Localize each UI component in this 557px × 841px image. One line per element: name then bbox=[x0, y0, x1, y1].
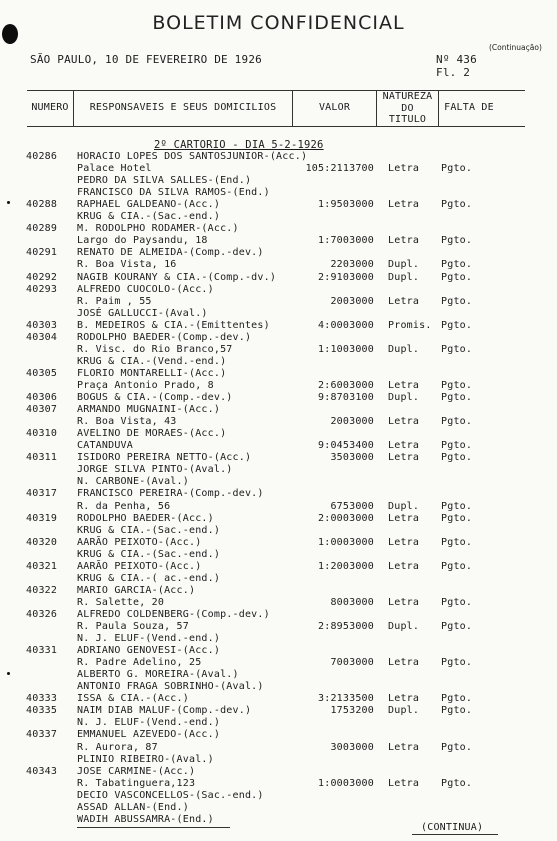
table-row bbox=[0, 645, 557, 657]
table-row bbox=[0, 332, 557, 344]
entry-number: 40293 bbox=[26, 283, 58, 295]
table-row bbox=[0, 729, 557, 741]
entry-responsible: RENATO DE ALMEIDA-(Comp.-dev.) bbox=[77, 247, 264, 259]
entry-nature: Letra bbox=[388, 199, 420, 211]
table-row bbox=[0, 211, 557, 223]
last-entry-underline bbox=[77, 827, 230, 828]
table-row bbox=[0, 368, 557, 380]
entry-value: 8003000 bbox=[330, 596, 374, 608]
entry-value: 2:8953000 bbox=[318, 621, 374, 632]
entry-value: 2:9103000 bbox=[318, 271, 374, 283]
entry-responsible: ALFREDO COLDENBERG-(Comp.-dev.) bbox=[77, 608, 270, 620]
entry-responsible: M. RODOLPHO RODAMER-(Acc.) bbox=[77, 223, 239, 235]
entry-value: 1753200 bbox=[330, 705, 374, 717]
entry-value: 9:8703100 bbox=[318, 392, 374, 403]
entry-value: 1:9503000 bbox=[318, 199, 374, 211]
table-row bbox=[0, 223, 557, 235]
entry-value: 3:2133500 bbox=[318, 693, 374, 705]
table-row bbox=[0, 742, 557, 754]
entry-value: 105:2113700 bbox=[305, 163, 374, 175]
entry-default: Pgto. bbox=[441, 235, 473, 247]
entry-default: Pgto. bbox=[441, 705, 473, 717]
entry-default: Pgto. bbox=[441, 777, 473, 789]
entry-number: 40331 bbox=[26, 645, 58, 656]
entry-number: 40286 bbox=[26, 151, 58, 162]
entry-number: 40337 bbox=[26, 729, 58, 741]
entry-nature: Dupl. bbox=[388, 705, 420, 717]
entry-responsible: ALFREDO CUOCOLO-(Acc.) bbox=[77, 283, 214, 295]
table-row bbox=[0, 452, 557, 464]
continua-rule bbox=[412, 834, 498, 835]
table-row bbox=[0, 151, 557, 163]
table-row bbox=[0, 597, 557, 609]
entry-nature: Dupl. bbox=[388, 392, 420, 403]
section-title: 2º CARTORIO - DIA 5-2-1926 bbox=[154, 139, 324, 151]
table-row bbox=[0, 163, 557, 175]
entry-responsible: RODOLPHO BAEDER-(Acc.) bbox=[77, 512, 214, 524]
entry-value: 2:0003000 bbox=[318, 512, 374, 524]
entry-responsible: ALBERTO G. MOREIRA-(Aval.) bbox=[77, 669, 239, 681]
entry-responsible: N. CARBONE-(Aval.) bbox=[77, 476, 189, 488]
column-header-responsaveis: RESPONSAVEIS E SEUS DOMICILIOS bbox=[89, 102, 277, 113]
entry-default: Pgto. bbox=[441, 295, 473, 307]
margin-dot bbox=[7, 672, 10, 675]
entry-default: Pgto. bbox=[441, 512, 473, 524]
table-row bbox=[0, 766, 557, 778]
entry-value: 4:0003000 bbox=[318, 319, 374, 331]
column-header-numero: NUMERO bbox=[31, 102, 69, 113]
entry-default: Pgto. bbox=[441, 416, 473, 428]
table-row bbox=[0, 308, 557, 320]
column-header-natureza-3: TITULO bbox=[388, 114, 427, 125]
entry-number: 40319 bbox=[26, 512, 58, 524]
entry-default: Pgto. bbox=[441, 163, 473, 175]
entry-responsible: ISSA & CIA.-(Acc.) bbox=[77, 693, 189, 705]
entry-default: Pgto. bbox=[441, 500, 473, 512]
header-bottom-rule bbox=[27, 126, 525, 127]
table-row bbox=[0, 525, 557, 537]
entry-default: Pgto. bbox=[441, 343, 473, 355]
entry-value: 1:2003000 bbox=[318, 560, 374, 572]
table-row bbox=[0, 585, 557, 597]
entry-responsible: Praça Antonio Prado, 8 bbox=[77, 380, 214, 391]
entry-responsible: JOSÉ GALLUCCI-(Aval.) bbox=[77, 307, 208, 319]
entry-number: 40320 bbox=[26, 536, 58, 548]
entry-nature: Promis. bbox=[388, 319, 432, 331]
column-header-falta: FALTA DE bbox=[444, 102, 494, 113]
entry-number: 40343 bbox=[26, 765, 58, 777]
entry-number: 40310 bbox=[26, 428, 58, 440]
entry-nature: Letra bbox=[388, 295, 420, 307]
entry-number: 40333 bbox=[26, 693, 58, 705]
continuation-note: (Continuação) bbox=[489, 43, 542, 52]
entry-nature: Letra bbox=[388, 596, 420, 608]
entry-default: Pgto. bbox=[441, 693, 473, 705]
table-row bbox=[0, 717, 557, 729]
entry-responsible: ASSAD ALLAN-(End.) bbox=[77, 801, 189, 813]
table-row bbox=[0, 790, 557, 802]
entry-default: Pgto. bbox=[441, 560, 473, 572]
entry-value: 1:7003000 bbox=[318, 235, 374, 247]
header-top-rule bbox=[27, 90, 525, 91]
table-row bbox=[0, 669, 557, 681]
column-header-valor: VALOR bbox=[318, 102, 351, 113]
entry-number: 40335 bbox=[26, 705, 58, 717]
entry-responsible: PLINIO RIBEIRO-(Aval.) bbox=[77, 753, 214, 765]
entry-value: 1:1003000 bbox=[318, 343, 374, 355]
entry-number: 40317 bbox=[26, 488, 58, 500]
entry-default: Pgto. bbox=[441, 621, 473, 632]
entry-responsible: DECIO VASCONCELLOS-(Sac.-end.) bbox=[77, 789, 264, 801]
entry-default: Pgto. bbox=[441, 741, 473, 753]
entry-default: Pgto. bbox=[441, 319, 473, 331]
city-date: SÃO PAULO, 10 DE FEVEREIRO DE 1926 bbox=[30, 53, 262, 66]
table-row bbox=[0, 778, 557, 790]
entry-responsible: KRUG & CIA.-(Sac.-end.) bbox=[77, 548, 221, 560]
table-row bbox=[0, 561, 557, 573]
entry-responsible: JORGE SILVA PINTO-(Aval.) bbox=[77, 464, 233, 476]
entry-number: 40303 bbox=[26, 319, 58, 331]
continua-label: (CONTINUA) bbox=[421, 822, 484, 833]
entry-responsible: MARIO GARCIA-(Acc.) bbox=[77, 584, 196, 596]
entry-number: 40305 bbox=[26, 367, 58, 379]
entry-responsible: Palace Hotel bbox=[77, 163, 152, 175]
table-row bbox=[0, 247, 557, 259]
entry-responsible: R. da Penha, 56 bbox=[77, 500, 171, 512]
table-row bbox=[0, 681, 557, 693]
entry-value: 9:0453400 bbox=[318, 440, 374, 452]
entry-responsible: R. Salette, 20 bbox=[77, 596, 165, 608]
table-row bbox=[0, 754, 557, 766]
table-row bbox=[0, 537, 557, 549]
sheet-number: Fl. 2 bbox=[436, 66, 471, 79]
entry-number: 40292 bbox=[26, 271, 58, 283]
entry-nature: Letra bbox=[388, 440, 420, 452]
entry-nature: Letra bbox=[388, 163, 420, 175]
table-row bbox=[0, 476, 557, 488]
entry-nature: Letra bbox=[388, 512, 420, 524]
entry-responsible: R. Visc. do Rio Branco,57 bbox=[77, 343, 233, 355]
document-title: BOLETIM CONFIDENCIAL bbox=[152, 12, 405, 34]
table-row bbox=[0, 272, 557, 284]
entry-nature: Letra bbox=[388, 235, 420, 247]
table-row bbox=[0, 259, 557, 271]
entry-nature: Letra bbox=[388, 536, 420, 548]
entry-responsible: AARÃO PEIXOTO-(Acc.) bbox=[77, 536, 202, 548]
table-row bbox=[0, 705, 557, 717]
entry-number: 40326 bbox=[26, 608, 58, 620]
entry-number: 40307 bbox=[26, 404, 58, 416]
table-row bbox=[0, 464, 557, 476]
entry-responsible: CATANDUVA bbox=[77, 440, 133, 452]
entry-number: 40291 bbox=[26, 247, 58, 259]
entry-default: Pgto. bbox=[441, 259, 473, 271]
entry-nature: Letra bbox=[388, 657, 420, 669]
margin-dot bbox=[7, 201, 10, 204]
entry-responsible: EMMANUEL AZEVEDO-(Acc.) bbox=[77, 729, 221, 741]
entry-responsible: R. Boa Vista, 43 bbox=[77, 416, 177, 428]
entry-nature: Letra bbox=[388, 452, 420, 464]
entry-nature: Letra bbox=[388, 693, 420, 705]
table-row bbox=[0, 513, 557, 525]
entry-responsible: R. Boa Vista, 16 bbox=[77, 259, 177, 271]
entry-responsible: FRANCISCO PEREIRA-(Comp.-dev.) bbox=[77, 488, 264, 500]
table-row bbox=[0, 175, 557, 187]
entry-responsible: PEDRO DA SILVA SALLES-(End.) bbox=[77, 175, 252, 187]
entry-responsible: ARMANDO MUGNAINI-(Acc.) bbox=[77, 404, 221, 416]
table-row bbox=[0, 235, 557, 247]
entry-number: 40288 bbox=[26, 199, 58, 211]
table-row bbox=[0, 440, 557, 452]
entry-responsible: R. Paula Souza, 57 bbox=[77, 621, 189, 632]
entry-responsible: BOGUS & CIA.-(Comp.-dev.) bbox=[77, 392, 233, 403]
entry-nature: Dupl. bbox=[388, 271, 420, 283]
entry-value: 2:6003000 bbox=[318, 380, 374, 391]
table-row bbox=[0, 344, 557, 356]
entry-value: 2003000 bbox=[330, 295, 374, 307]
entry-value: 1:0003000 bbox=[318, 536, 374, 548]
entry-default: Pgto. bbox=[441, 452, 473, 464]
table-row bbox=[0, 573, 557, 585]
entry-responsible: FRANCISCO DA SILVA RAMOS-(End.) bbox=[77, 187, 270, 199]
entry-default: Pgto. bbox=[441, 392, 473, 403]
table-row bbox=[0, 187, 557, 199]
entry-responsible: HORACIO LOPES DOS SANTOSJUNIOR-(Acc.) bbox=[77, 151, 308, 162]
table-row bbox=[0, 392, 557, 404]
entry-responsible: R. Tabatinguera,123 bbox=[77, 777, 196, 789]
entry-value: 7003000 bbox=[330, 657, 374, 669]
entry-nature: Dupl. bbox=[388, 343, 420, 355]
entry-responsible: KRUG & CIA.-( ac.-end.) bbox=[77, 572, 221, 584]
entry-responsible: KRUG & CIA.-(Sac.-end.) bbox=[77, 211, 221, 223]
entry-responsible: AARÃO PEIXOTO-(Acc.) bbox=[77, 560, 202, 572]
entry-responsible: R. Padre Adelino, 25 bbox=[77, 657, 202, 669]
entry-responsible: FLORIO MONTARELLI-(Acc.) bbox=[77, 367, 227, 379]
entry-responsible: B. MEDEIROS & CIA.-(Emittentes) bbox=[77, 319, 270, 331]
table-row bbox=[0, 284, 557, 296]
entry-responsible: Largo do Paysandu, 18 bbox=[77, 235, 208, 247]
table-row bbox=[0, 657, 557, 669]
entry-value: 6753000 bbox=[330, 500, 374, 512]
entry-responsible: KRUG & CIA.-(Sac.-end.) bbox=[77, 524, 221, 536]
entry-responsible: JOSE CARMINE-(Acc.) bbox=[77, 765, 196, 777]
table-row bbox=[0, 802, 557, 814]
entry-responsible: RODOLPHO BAEDER-(Comp.-dev.) bbox=[77, 331, 252, 343]
entry-responsible: ANTONIO FRAGA SOBRINHO-(Aval.) bbox=[77, 681, 264, 693]
entry-nature: Letra bbox=[388, 741, 420, 753]
entry-nature: Letra bbox=[388, 560, 420, 572]
entry-number: 40311 bbox=[26, 452, 58, 464]
entry-default: Pgto. bbox=[441, 596, 473, 608]
entry-value: 3503000 bbox=[330, 452, 374, 464]
table-row bbox=[0, 549, 557, 561]
table-row bbox=[0, 633, 557, 645]
table-row bbox=[0, 380, 557, 392]
entry-nature: Letra bbox=[388, 380, 420, 391]
table-row bbox=[0, 199, 557, 211]
table-row bbox=[0, 488, 557, 500]
entry-responsible: RAPHAEL GALDEANO-(Acc.) bbox=[77, 199, 221, 211]
table-row bbox=[0, 621, 557, 633]
column-header-natureza-1: NATUREZA bbox=[382, 91, 433, 102]
entry-value: 1:0003000 bbox=[318, 777, 374, 789]
entry-nature: Dupl. bbox=[388, 259, 420, 271]
entry-nature: Dupl. bbox=[388, 621, 420, 632]
entry-default: Pgto. bbox=[441, 271, 473, 283]
entry-number: 40321 bbox=[26, 560, 58, 572]
table-row bbox=[0, 356, 557, 368]
entry-default: Pgto. bbox=[441, 536, 473, 548]
entry-responsible: R. Aurora, 87 bbox=[77, 741, 158, 753]
bulletin-number: Nº 436 bbox=[436, 53, 477, 66]
entry-number: 40304 bbox=[26, 331, 58, 343]
entry-value: 2003000 bbox=[330, 416, 374, 428]
entry-responsible: N. J. ELUF-(Vend.-end.) bbox=[77, 717, 221, 729]
entry-responsible: NAIM DIAB MALUF-(Comp.-dev.) bbox=[77, 705, 252, 717]
table-row bbox=[0, 693, 557, 705]
entry-responsible: WADIH ABUSSAMRA-(End.) bbox=[77, 813, 214, 825]
entry-responsible: R. Paim , 55 bbox=[77, 295, 152, 307]
entry-value: 2203000 bbox=[330, 259, 374, 271]
entry-responsible: N. J. ELUF-(Vend.-end.) bbox=[77, 633, 221, 644]
column-header-natureza-2: DO bbox=[401, 103, 414, 114]
table-row bbox=[0, 320, 557, 332]
entry-default: Pgto. bbox=[441, 199, 473, 211]
entry-responsible: AVELINO DE MORAES-(Acc.) bbox=[77, 428, 227, 440]
entry-number: 40289 bbox=[26, 223, 58, 235]
table-row bbox=[0, 501, 557, 513]
entry-number: 40306 bbox=[26, 392, 58, 403]
entry-responsible: KRUG & CIA.-(Vend.-end.) bbox=[77, 355, 227, 367]
entry-nature: Letra bbox=[388, 416, 420, 428]
table-row bbox=[0, 296, 557, 308]
entry-default: Pgto. bbox=[441, 440, 473, 452]
entry-default: Pgto. bbox=[441, 657, 473, 669]
entry-number: 40322 bbox=[26, 584, 58, 596]
table-row bbox=[0, 404, 557, 416]
entry-responsible: NAGIB KOURANY & CIA.-(Comp.-dv.) bbox=[77, 271, 277, 283]
entry-nature: Dupl. bbox=[388, 500, 420, 512]
entry-responsible: ISIDORO PEREIRA NETTO-(Acc.) bbox=[77, 452, 252, 464]
table-row bbox=[0, 609, 557, 621]
entry-nature: Letra bbox=[388, 777, 420, 789]
entry-default: Pgto. bbox=[441, 380, 473, 391]
entry-responsible: ADRIANO GENOVESI-(Acc.) bbox=[77, 645, 221, 656]
table-row bbox=[0, 416, 557, 428]
entry-value: 3003000 bbox=[330, 741, 374, 753]
table-row bbox=[0, 428, 557, 440]
